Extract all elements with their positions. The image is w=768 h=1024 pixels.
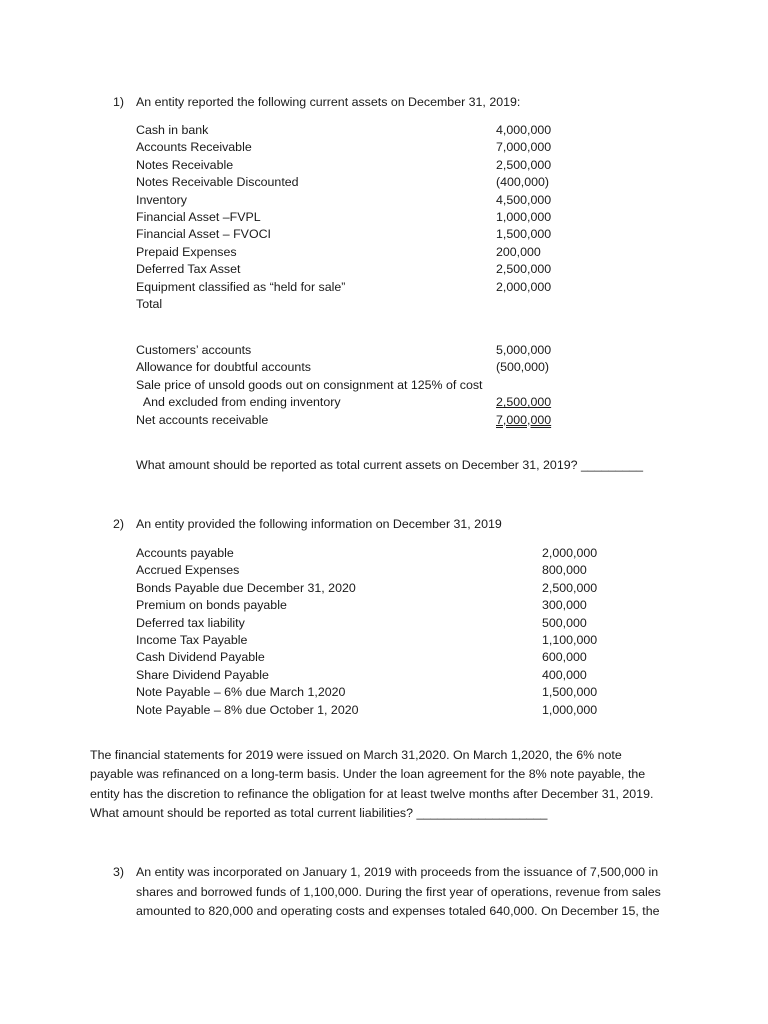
asset-value: 2,500,000 [496,157,552,172]
table-row [136,157,576,174]
liability-value: 2,000,000 [542,546,598,560]
asset-label: Notes Receivable Discounted [136,175,299,190]
asset-value: 2,000,000 [496,279,552,294]
receivable-value: 5,000,000 [496,343,552,357]
asset-label: Equipment classified as “held for sale” [136,279,346,294]
paragraph-line: entity has the discretion to refinance the obligation for at least twelve months after December 31, 2019. [90,786,654,801]
table-row [136,174,576,191]
asset-label: Financial Asset –FVPL [136,210,261,224]
q1-question: What amount should be reported as total current assets on December 31, 2019? _________ [136,458,643,472]
liability-label: Note Payable – 8% due October 1, 2020 [136,702,359,717]
liability-label: Deferred tax liability [136,615,245,630]
asset-label: Inventory [136,192,187,207]
liability-value: 500,000 [542,615,587,630]
asset-label: Cash in bank [136,123,209,137]
table-row [136,702,616,719]
table-row [136,342,576,359]
asset-value: 4,500,000 [496,192,552,207]
table-row-total [136,296,576,313]
q2-heading: An entity provided the following information on December 31, 2019 [136,517,502,531]
table-row [136,226,576,243]
asset-value: 1,500,000 [496,227,552,242]
q1-heading: An entity reported the following current assets on December 31, 2019: [136,95,521,109]
q2-liabilities-table [136,545,616,721]
table-row [136,359,576,376]
liability-label: Bonds Payable due December 31, 2020 [136,580,356,595]
liability-label: Cash Dividend Payable [136,650,265,665]
q1-receivables-table [136,342,576,432]
receivable-value: (500,000) [496,360,550,375]
receivable-value: 2,500,000 [496,395,552,410]
table-row [136,667,616,684]
paragraph-line: amounted to 820,000 and operating costs and expenses totaled 640,000. On December 15, the [136,904,660,918]
receivable-label: And excluded from ending inventory [136,395,341,410]
q2-number: 2) [113,517,125,531]
q2-paragraph [90,746,710,826]
liability-label: Accounts payable [136,546,234,560]
table-row [136,649,616,666]
liability-value: 400,000 [542,667,587,682]
table-row [136,261,576,278]
liability-label: Accrued Expenses [136,563,240,578]
table-row [136,279,576,296]
paragraph-line: An entity was incorporated on January 1, 2019 with proceeds from the issuance of 7,500,000 in [136,865,659,879]
paragraph-line: shares and borrowed funds of 1,100,000. During the first year of operations, revenue from sales [136,884,661,899]
table-row [136,244,576,261]
q3-body [136,864,716,924]
table-row [136,377,576,394]
table-row [136,562,616,579]
asset-value: 7,000,000 [496,140,552,155]
table-row [136,545,616,562]
table-row [136,412,576,429]
table-row [136,632,616,649]
liability-value: 300,000 [542,598,587,613]
asset-value: (400,000) [496,175,550,190]
asset-label: Financial Asset – FVOCI [136,227,271,242]
liability-label: Premium on bonds payable [136,598,287,613]
liability-value: 2,500,000 [542,580,598,595]
liability-label: Share Dividend Payable [136,667,269,682]
asset-value: 4,000,000 [496,123,552,137]
table-row [136,122,576,139]
liability-value: 1,100,000 [542,633,598,647]
paragraph-line: What amount should be reported as total current liabilities? ___________________ [90,805,548,820]
liability-value: 800,000 [542,563,587,578]
receivable-value: 7,000,000 [496,412,552,427]
table-row [136,139,576,156]
paragraph-line: The financial statements for 2019 were issued on March 31,2020. On March 1,2020, the 6% note [90,748,622,762]
receivable-label: Allowance for doubtful accounts [136,360,311,375]
total-label: Total [136,297,163,311]
receivable-label: Net accounts receivable [136,412,269,427]
q1-number: 1) [113,95,125,109]
q3-number: 3) [113,865,125,879]
asset-label: Accounts Receivable [136,140,252,155]
table-row [136,597,616,614]
asset-value: 2,500,000 [496,262,552,277]
q1-assets-table [136,122,576,312]
table-row [136,580,616,597]
receivable-label: Customers’ accounts [136,343,252,357]
table-row [136,192,576,209]
paragraph-line: payable was refinanced on a long-term basis. Under the loan agreement for the 8% note payable, the [90,767,646,782]
liability-value: 600,000 [542,650,587,665]
asset-label: Prepaid Expenses [136,244,237,259]
asset-value: 1,000,000 [496,210,552,224]
liability-value: 1,000,000 [542,702,598,717]
table-row [136,209,576,226]
table-row [136,615,616,632]
asset-label: Notes Receivable [136,157,234,172]
asset-value: 200,000 [496,244,541,259]
liability-label: Note Payable – 6% due March 1,2020 [136,685,346,700]
table-row [136,684,616,701]
liability-label: Income Tax Payable [136,633,248,647]
table-row [136,394,576,411]
asset-label: Deferred Tax Asset [136,262,241,277]
liability-value: 1,500,000 [542,685,598,700]
receivable-label: Sale price of unsold goods out on consignment at 125% of cost [136,377,483,392]
